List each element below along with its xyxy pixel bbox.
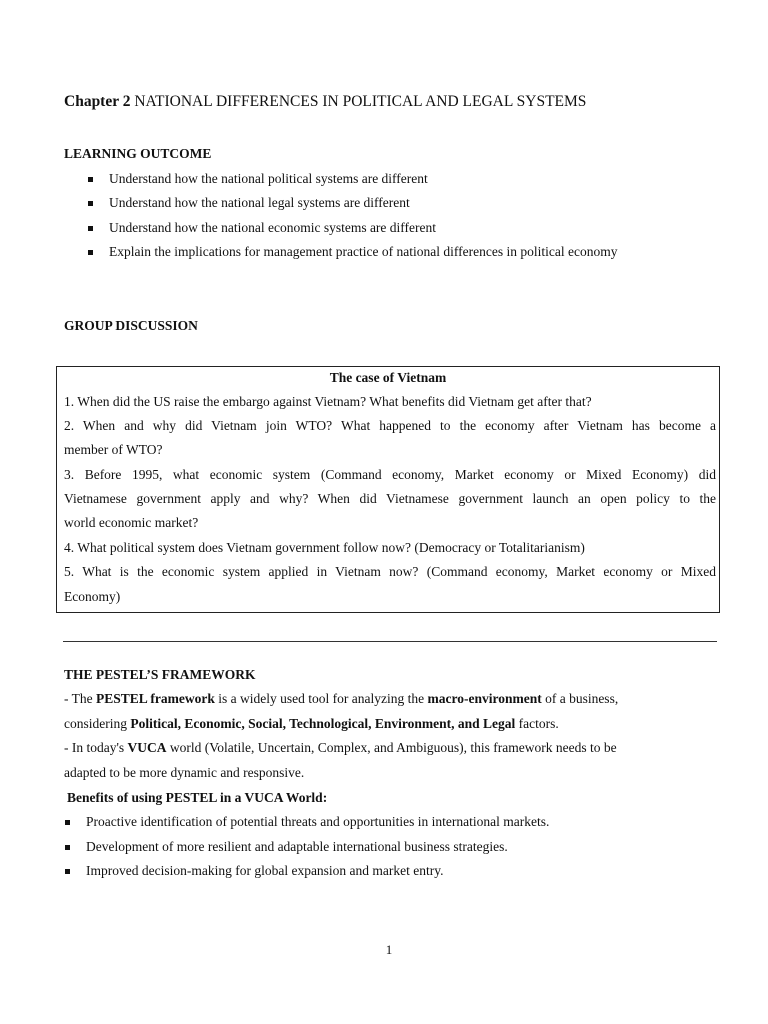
chapter-name: NATIONAL DIFFERENCES IN POLITICAL AND LEGAL SYSTEMS <box>130 93 587 110</box>
learning-outcome-heading: LEARNING OUTCOME <box>64 146 212 161</box>
case-question-line: 1. When did the US raise the embargo against Vietnam? What benefits did Vietnam get after that? <box>64 394 592 409</box>
case-title: The case of Vietnam <box>329 370 447 385</box>
case-question-line: 4. What political system does Vietnam government follow now? (Democracy or Totalitarianism) <box>64 540 585 555</box>
bullet-icon <box>88 177 93 182</box>
pestel-emphasis: macro-environment <box>427 691 542 706</box>
bullet-icon <box>88 226 93 231</box>
benefit-item: Improved decision-making for global expansion and market entry. <box>86 863 444 878</box>
benefit-item: Proactive identification of potential threats and opportunities in international markets. <box>86 814 550 829</box>
case-question-line: 2. When and why did Vietnam join WTO? What happened to the economy after Vietnam has become a <box>64 418 716 433</box>
page-number: 1 <box>385 942 393 957</box>
pestel-text: - In today's <box>64 740 128 755</box>
pestel-text: of a business, <box>541 691 619 706</box>
learning-outcome-item: Explain the implications for management practice of national differences in political economy <box>109 244 618 259</box>
pestel-heading: THE PESTEL’S FRAMEWORK <box>64 667 256 682</box>
section-divider <box>63 641 717 642</box>
case-question-line: Vietnamese government apply and why? When did Vietnamese government launch an open policy to the <box>64 491 716 506</box>
case-question-line: Economy) <box>64 589 121 604</box>
bullet-icon <box>65 845 70 850</box>
pestel-text: world (Volatile, Uncertain, Complex, and Ambiguous), this framework needs to be <box>166 740 617 755</box>
pestel-paragraph-line <box>64 740 617 756</box>
learning-outcome-item: Understand how the national political systems are different <box>109 171 428 186</box>
pestel-text: is a widely used tool for analyzing the <box>214 691 428 706</box>
pestel-paragraph-line <box>64 691 618 707</box>
case-question-line: member of WTO? <box>64 442 163 457</box>
pestel-emphasis: Political, Economic, Social, Technological, Environment, and Legal <box>130 716 516 731</box>
case-question-line: world economic market? <box>64 515 199 530</box>
chapter-title <box>64 93 586 111</box>
learning-outcome-item: Understand how the national legal systems are different <box>109 195 410 210</box>
case-box <box>56 366 720 613</box>
pestel-paragraph-line <box>64 716 559 732</box>
group-discussion-heading: GROUP DISCUSSION <box>64 318 198 333</box>
pestel-paragraph-line: adapted to be more dynamic and responsive. <box>64 765 305 780</box>
pestel-text: - The <box>64 691 96 706</box>
benefit-item: Development of more resilient and adaptable international business strategies. <box>86 839 508 854</box>
learning-outcome-item: Understand how the national economic systems are different <box>109 220 437 235</box>
pestel-text: factors. <box>515 716 559 731</box>
pestel-emphasis: PESTEL framework <box>96 691 215 706</box>
case-question-line: 3. Before 1995, what economic system (Command economy, Market economy or Mixed Economy) did <box>64 467 716 482</box>
pestel-text: considering <box>64 716 131 731</box>
bullet-icon <box>88 201 93 206</box>
pestel-emphasis: VUCA <box>127 740 167 755</box>
bullet-icon <box>65 869 70 874</box>
bullet-icon <box>65 820 70 825</box>
bullet-icon <box>88 250 93 255</box>
benefits-heading: Benefits of using PESTEL in a VUCA World: <box>67 790 328 805</box>
case-question-line: 5. What is the economic system applied in Vietnam now? (Command economy, Market economy or Mixed <box>64 564 716 579</box>
chapter-number: Chapter 2 <box>64 93 131 110</box>
